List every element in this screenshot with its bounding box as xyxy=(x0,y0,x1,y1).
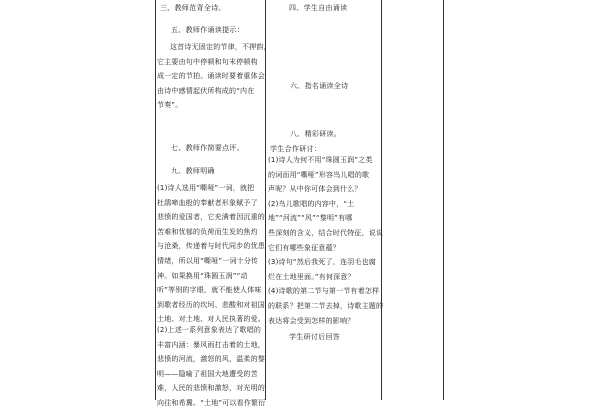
teacher-step-9: 九、教师明确 xyxy=(171,167,215,175)
explanation-line: 悲愤的河流，激怒的风，温柔的黎 xyxy=(157,355,265,364)
explanation-1 xyxy=(157,181,265,327)
explanation-line: 丰富内涵：暴风雨打击着的土地， xyxy=(157,340,265,349)
question-line: 些深刻的含义，结合时代特征，说说 xyxy=(268,228,384,237)
explanation-line: 到歌者经历的坎坷、悲酸和对祖国 xyxy=(157,300,265,309)
tip-line: 由诗中感情起伏所构成的“内在 xyxy=(157,86,255,95)
explanation-2 xyxy=(157,323,265,411)
question-line: 地”“河流”“风”“黎明”有哪 xyxy=(268,214,353,223)
explanation-line: 悲愤的爱国者，它充满着因沉重的 xyxy=(157,213,265,222)
question-line: 表达将会受到怎样的影响？ xyxy=(268,316,355,325)
question-line: (2)鸟儿歌唱的内容中，“土 xyxy=(268,199,355,208)
explanation-line: 土地、对土地、对人民执著的爱。 xyxy=(157,315,265,324)
question-line: 的词而用“嘶哑”形容鸟儿唱的歌 xyxy=(268,170,370,179)
tip-line: 这首诗无固定的节律，不押韵， xyxy=(170,43,271,51)
explanation-line: 明——隐喻了祖国大地遭受的苦 xyxy=(157,369,258,378)
question-line: 的联系？把第二节去掉，诗歌主题的 xyxy=(268,301,384,310)
study-questions xyxy=(268,153,383,328)
question-line: (1)诗人为何不用“珠圆玉润”之类 xyxy=(268,156,373,164)
tip-line: 它主要由句中停顿和句末停顿构 xyxy=(157,57,258,66)
explanation-line: (2)上述一系列意象表达了歌唱的 xyxy=(157,326,262,334)
tip-line: 节奏”。 xyxy=(157,101,183,110)
teacher-step-5: 五、教师作诵读提示： xyxy=(171,26,244,34)
cooperative-study-label: 学生合作研讨： xyxy=(270,145,322,153)
student-step-6: 六、指名诵读全诗 xyxy=(290,82,349,90)
explanation-line: 听”等别的字眼，就不能使人体味 xyxy=(157,286,262,295)
column-divider-far-right xyxy=(443,0,444,400)
student-answer-step: 学生研讨后回答 xyxy=(289,333,341,341)
question-line: 烂在土地里面。”有何深意？ xyxy=(268,272,355,281)
question-line: (3)诗句“然后我死了，连羽毛也腐 xyxy=(268,258,376,267)
explanation-line: 杜鹃啼血般的奉献者形象赋予了 xyxy=(157,198,258,207)
explanation-line: 情绪，所以用“嘶哑”一词十分传 xyxy=(157,256,259,265)
explanation-line: 神。如果换用“珠圆玉润”“动 xyxy=(157,271,248,280)
explanation-line: (1)诗人选用“嘶哑”一词，就把 xyxy=(157,184,255,192)
tip-line: 成一定的节拍。诵读时要着重体会 xyxy=(157,72,265,81)
question-line: 它们有哪些象征意蕴？ xyxy=(268,243,340,252)
teacher-step-3: 三、教师范背全诗。 xyxy=(160,4,226,12)
reading-tips xyxy=(157,40,271,113)
explanation-line: 苦难和忧郁的负荷而生发的焦灼 xyxy=(157,227,258,236)
student-step-4: 四、学生自由诵读 xyxy=(289,4,348,12)
column-divider-left xyxy=(155,0,156,400)
teacher-step-7: 七、教师作简要点评。 xyxy=(171,144,244,152)
explanation-line: 向往和希冀。“土地”可以看作繁衍 xyxy=(157,398,266,407)
question-line: 声呢？从中你可体会到什么？ xyxy=(268,185,362,194)
explanation-line: 难，人民的悲愤和激怒，对光明的 xyxy=(157,384,265,393)
question-line: (4)诗歌的第二节与第一节有着怎样 xyxy=(268,287,380,296)
explanation-line: 与沧桑，传递着与时代同步的忧患 xyxy=(157,242,265,251)
student-step-8: 八、精彩研读。 xyxy=(290,130,342,138)
